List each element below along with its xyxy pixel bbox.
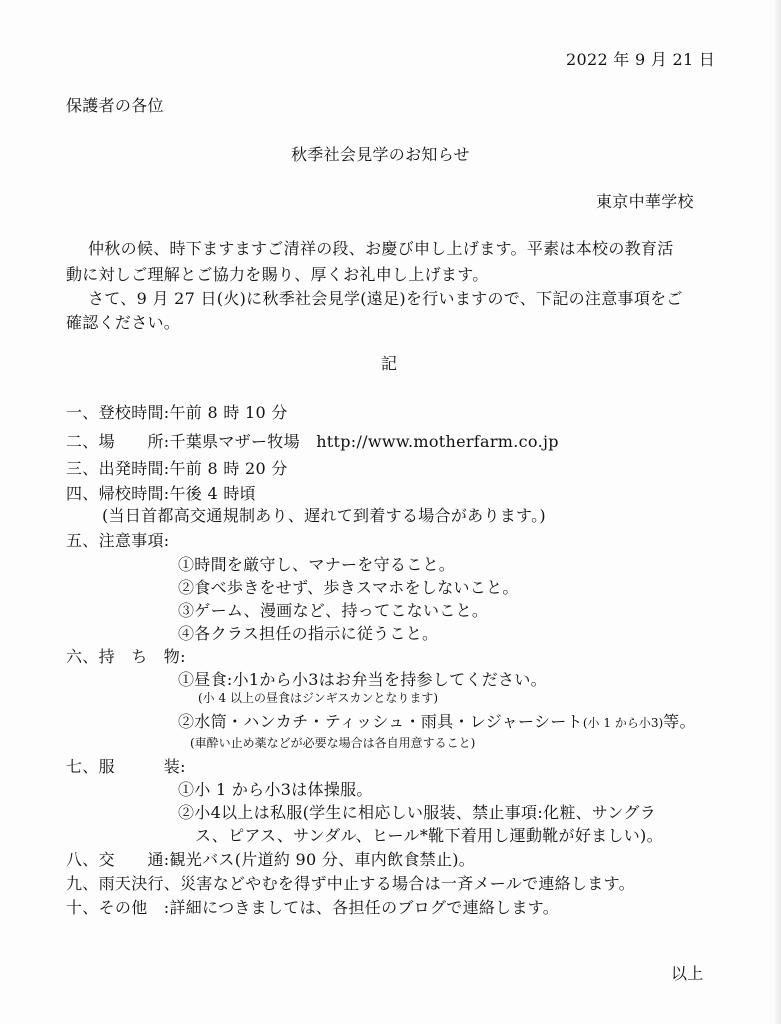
document-date: 2022 年 9 月 21 日: [566, 50, 716, 69]
item-departure-time: 三、出発時間:午前 8 時 20 分: [66, 459, 288, 478]
item-other: 十、その他 :詳細につきましては、各担任のブログで連絡します。: [66, 898, 560, 917]
page-edge-shadow: [773, 0, 781, 1024]
ki-heading: 記: [381, 354, 398, 373]
item-rain-policy: 九、雨天決行、災害などやむを得ず中止する場合は一斉メールで連絡します。: [66, 874, 635, 893]
note-item-3: ③ゲーム、漫画など、持ってこないこと。: [178, 601, 489, 620]
belongings-item-2-end: 等。: [663, 712, 696, 731]
item-location: 二、場 所:千葉県マザー牧場 http://www.motherfarm.co.jp: [66, 432, 559, 451]
sender-name: 東京中華学校: [596, 192, 694, 211]
note-item-4: ④各クラス担任の指示に従うこと。: [178, 624, 439, 643]
item-clothing-heading: 七、服 装:: [66, 757, 186, 776]
note-item-2: ②食べ歩きをせず、歩きスマホをしないこと。: [178, 578, 519, 597]
greeting-line-2: 動に対しご理解とご協力を賜り、厚くお礼申し上げます。: [66, 265, 489, 284]
belongings-item-1-note: (小 4 以上の昼食はジンギスカンとなります): [198, 691, 439, 705]
belongings-item-2: [178, 712, 696, 732]
return-time-note: (当日首都高交通規制あり、遅れて到着する場合があります。): [102, 506, 546, 525]
greeting-line-3: さて、9 月 27 日(火)に秋季社会見学(遠足)を行いますので、下記の注意事項をご: [88, 289, 683, 308]
item-notes-heading: 五、注意事項:: [66, 531, 170, 550]
item-transport: 八、交 通:観光バス(片道約 90 分、車内飲食禁止)。: [66, 850, 476, 869]
belongings-item-2-grades: (小 1 から小3): [582, 716, 664, 730]
greeting-line-1: 仲秋の候、時下ますますご清祥の段、お慶び申し上げます。平素は本校の教育活: [88, 239, 674, 258]
item-return-time: 四、帰校時間:午後 4 時頃: [66, 484, 256, 503]
belongings-item-2-main: ②水筒・ハンカチ・ティッシュ・雨具・レジャーシート: [178, 712, 583, 731]
belongings-item-2-note: (車酔い止め薬などが必要な場合は各自用意すること): [190, 736, 476, 750]
clothing-item-2-line-1: ②小4以上は私服(学生に相応しい服装、禁止事項:化粧、サングラ: [178, 803, 656, 822]
clothing-item-2-line-2: ス、ピアス、サンダル、ヒール*靴下着用し運動靴が好ましい)。: [195, 826, 663, 845]
document-title: 秋季社会見学のお知らせ: [291, 145, 470, 164]
belongings-item-1: ①昼食:小1から小3はお弁当を持参してください。: [178, 670, 547, 689]
clothing-item-1: ①小 1 から小3は体操服。: [178, 780, 373, 799]
item-arrival-time: 一、登校時間:午前 8 時 10 分: [66, 403, 288, 422]
addressee: 保護者の各位: [66, 96, 164, 115]
greeting-line-4: 確認ください。: [66, 313, 181, 332]
note-item-1: ①時間を厳守し、マナーを守ること。: [178, 555, 456, 574]
item-belongings-heading: 六、持 ち 物:: [66, 647, 186, 666]
closing-ijou: 以上: [671, 964, 704, 983]
